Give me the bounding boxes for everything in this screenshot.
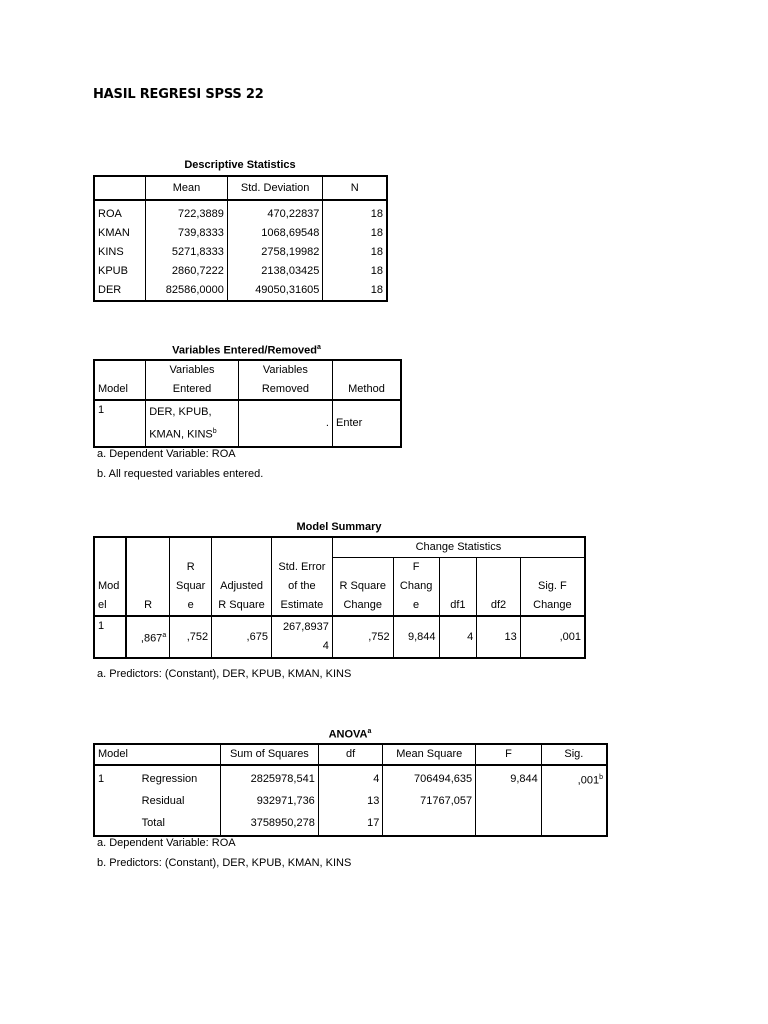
header-cell: Entered xyxy=(146,380,239,400)
f-cell xyxy=(476,791,542,813)
variables-entered-removed-title: Variables Entered/Removed$^a$ xyxy=(172,344,321,357)
header-cell: Model xyxy=(94,744,220,765)
sig-cell xyxy=(541,813,607,836)
header-cell: N xyxy=(350,181,359,194)
row-label: DER xyxy=(94,281,146,301)
footnote: a. Predictors: (Constant), DER, KPUB, KMAN, KINS xyxy=(97,668,352,680)
header-cell: Variables xyxy=(146,360,239,380)
n-cell: 18 xyxy=(370,227,383,239)
n-cell: 18 xyxy=(370,246,383,258)
mean-cell: 722,3889 xyxy=(146,200,228,224)
header-cell: F xyxy=(393,558,439,578)
footnote: b. All requested variables entered. xyxy=(97,468,264,480)
header-cell: Adjusted xyxy=(212,577,272,596)
footnote: a. Dependent Variable: ROA xyxy=(97,837,236,849)
row-label: KPUB xyxy=(94,262,146,281)
header-cell: Std. Deviation xyxy=(227,176,323,200)
rsq-change-cell: ,752 xyxy=(332,616,393,658)
model-cell: 1 xyxy=(94,400,146,447)
variables-entered-removed-table xyxy=(93,359,402,448)
model-summary-table xyxy=(93,536,586,659)
header-cell: df2 xyxy=(477,596,521,616)
change-statistics-header: Change Statistics xyxy=(332,537,585,558)
header-cell: Method xyxy=(348,383,385,395)
table-row xyxy=(94,262,387,281)
anova-notes xyxy=(97,833,351,873)
table-row xyxy=(94,243,387,262)
header-cell: e xyxy=(170,596,212,616)
n-cell: 18 xyxy=(370,284,383,296)
model-cell: 1 xyxy=(94,616,126,658)
df-cell: 4 xyxy=(318,765,383,791)
header-cell: Mod xyxy=(94,577,126,596)
row-label: KINS xyxy=(94,243,146,262)
header-cell: Std. Error xyxy=(271,558,332,578)
document-title: HASIL REGRESI SPSS 22 xyxy=(93,87,264,102)
r-cell: ,867$^a$ xyxy=(126,616,170,658)
header-cell xyxy=(94,176,146,200)
table-row xyxy=(94,616,585,658)
header-cell: Model xyxy=(94,380,146,400)
descriptive-statistics-table xyxy=(93,175,388,302)
f-cell xyxy=(476,813,542,836)
row-label: Total xyxy=(139,813,221,836)
df2-cell: 13 xyxy=(477,616,521,658)
header-cell: Sig. F xyxy=(538,580,567,592)
footnote: b. Predictors: (Constant), DER, KPUB, KMAN, KINS xyxy=(97,857,352,869)
ss-cell: 2825978,541 xyxy=(220,765,318,791)
header-cell: df xyxy=(318,744,383,765)
f-cell: 9,844 xyxy=(476,765,542,791)
header-cell: Squar xyxy=(170,577,212,596)
footnote: a. Dependent Variable: ROA xyxy=(97,448,236,460)
model-summary-title: Model Summary xyxy=(296,521,382,533)
header-cell: Mean Square xyxy=(383,744,476,765)
df1-cell: 4 xyxy=(439,616,477,658)
mean-cell: 739,8333 xyxy=(146,224,228,243)
mean-cell: 2860,7222 xyxy=(146,262,228,281)
table-row xyxy=(94,400,401,447)
std-error-cell: 267,8937 4 xyxy=(271,616,332,658)
header-cell: Variables xyxy=(238,360,332,380)
header-cell: R xyxy=(170,558,212,578)
ss-cell: 3758950,278 xyxy=(220,813,318,836)
header-cell: Sum of Squares xyxy=(220,744,318,765)
model-cell: 1 xyxy=(98,772,105,785)
header-cell: e xyxy=(393,596,439,616)
header-cell: Removed xyxy=(238,380,332,400)
sd-cell: 49050,31605 xyxy=(227,281,323,301)
header-cell: R xyxy=(126,596,170,616)
header-cell: df1 xyxy=(439,596,477,616)
n-cell: 18 xyxy=(370,265,383,277)
row-label: Regression xyxy=(139,765,221,791)
mean-cell: 5271,8333 xyxy=(146,243,228,262)
sd-cell: 1068,69548 xyxy=(227,224,323,243)
sd-cell: 2758,19982 xyxy=(227,243,323,262)
df-cell: 17 xyxy=(318,813,383,836)
n-cell: 18 xyxy=(370,208,383,220)
anova-title: ANOVA$^a$ xyxy=(328,728,372,741)
ms-cell: 71767,057 xyxy=(383,791,476,813)
sig-cell: ,001$^b$ xyxy=(577,774,603,787)
ms-cell: 706494,635 xyxy=(383,765,476,791)
row-label: KMAN xyxy=(94,224,146,243)
table-row xyxy=(94,765,607,791)
sig-cell xyxy=(541,791,607,813)
header-cell: of the xyxy=(271,577,332,596)
variables-notes xyxy=(97,444,263,484)
adj-rsq-cell: ,675 xyxy=(212,616,272,658)
sd-cell: 470,22837 xyxy=(227,200,323,224)
rsq-cell: ,752 xyxy=(170,616,212,658)
model-summary-notes xyxy=(97,664,351,684)
header-cell: Change xyxy=(533,599,572,611)
header-cell: Chang xyxy=(393,577,439,596)
row-label: ROA xyxy=(94,200,146,224)
header-cell: Sig. xyxy=(564,748,584,760)
ms-cell xyxy=(383,813,476,836)
ss-cell: 932971,736 xyxy=(220,791,318,813)
header-cell: el xyxy=(94,596,126,616)
mean-cell: 82586,0000 xyxy=(146,281,228,301)
entered-cell: DER, KPUB, KMAN, KINS$^b$ xyxy=(146,400,239,447)
table-row xyxy=(94,200,387,224)
header-cell: Mean xyxy=(146,176,228,200)
header-cell: R Square xyxy=(212,596,272,616)
removed-cell: . xyxy=(238,400,332,447)
sd-cell: 2138,03425 xyxy=(227,262,323,281)
header-cell: R Square xyxy=(332,577,393,596)
table-row xyxy=(94,281,387,301)
f-change-cell: 9,844 xyxy=(393,616,439,658)
df-cell: 13 xyxy=(318,791,383,813)
table-row xyxy=(94,791,607,813)
anova-table xyxy=(93,743,608,837)
header-cell: Change xyxy=(332,596,393,616)
descriptive-statistics-title: Descriptive Statistics xyxy=(184,159,296,171)
header-cell: Estimate xyxy=(271,596,332,616)
table-row xyxy=(94,224,387,243)
method-cell: Enter xyxy=(335,416,363,429)
sig-change-cell: ,001 xyxy=(559,630,581,643)
header-cell: F xyxy=(476,744,542,765)
row-label: Residual xyxy=(139,791,221,813)
